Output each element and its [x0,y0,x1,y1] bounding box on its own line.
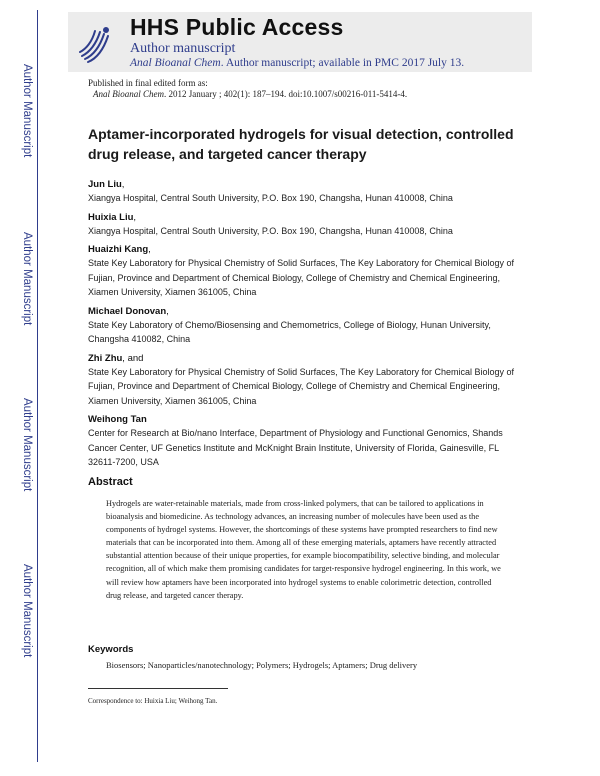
header-citation-journal[interactable]: Anal Bioanal Chem [130,57,221,69]
author-name[interactable]: Huaizhi Kang [88,244,149,255]
keywords-text: Biosensors; Nanoparticles/nanotechnology; Polymers; Hydrogels; Aptamers; Drug delivery [106,660,418,670]
author-name[interactable]: Michael Donovan [88,305,167,317]
author-name-line [88,211,518,224]
header-citation [130,57,464,69]
hhs-eagle-logo-icon [76,22,116,66]
author-name[interactable]: Jun Liu [88,179,122,190]
author-affiliation: State Key Laboratory for Physical Chemistry of Solid Surfaces, The Key Laboratory for Chemical Biology of Fujian, Province and Department of Chemical Biology, College of Chemistry and Chemical Engineering, Xiamen University, Xiamen 361005, China [88,258,515,297]
author-name[interactable]: Zhi Zhu [88,352,123,364]
author-affiliation: Xiangya Hospital, Central South University, P.O. Box 190, Changsha, Hunan 410008, China [88,225,453,236]
footnote-correspondence: Correspondence to: Huixia Liu; Weihong Tan. [88,697,218,705]
sidebar-label-2: Author Manuscript [21,232,33,326]
author-name-line [88,178,518,191]
abstract-heading: Abstract [88,476,133,488]
author-affiliation: State Key Laboratory of Chemo/Biosensing and Chemometrics, College of Biology, Hunan University, Changsha 410082, China [88,319,491,344]
author-entry [88,413,518,470]
author-name-line [88,413,518,426]
author-suffix: , [121,179,125,190]
author-name-line [88,352,518,365]
author-suffix: , [166,305,169,317]
header-citation-rest: . Author manuscript; available in PMC 2017 July 13. [220,57,465,69]
author-affiliation: Xiangya Hospital, Central South University, P.O. Box 190, Changsha, Hunan 410008, China [88,193,453,203]
sidebar-label-3: Author Manuscript [21,398,33,492]
author-name[interactable]: Weihong Tan [88,414,147,425]
author-name-line [88,305,518,318]
author-entry [88,178,518,206]
author-suffix: , and [122,352,144,364]
sidebar-label-4: Author Manuscript [21,564,33,658]
abstract-text: Hydrogels are water-retainable materials, made from cross-linked polymers, that can be tailored to applications in bioanalysis and biomedicine. As technology advances, an increasing number of molecules have been used as the components of hydrogel systems. However, the shortcomings of these systems have prompted researchers to find new materials that can be incorporated into them. Among all of these emerging materials, aptamers have recently attracted substantial attention because of their unique properties, for example biocompatibility, selective binding, and molecular recognition, all of which make them promising candidates for target-responsive hydrogel engineering. In this work, we will review how aptamers have been incorporated into hydrogel systems to enable colorimetric detection, controlled drug release, and targeted cancer therapy. [106,499,501,600]
article-title: Aptamer-incorporated hydrogels for visual detection, controlled drug release, and targeted cancer therapy [88,126,514,162]
author-affiliation: State Key Laboratory for Physical Chemistry of Solid Surfaces, The Key Laboratory for Chemical Biology of Fujian, Province and Department of Chemical Biology, College of Chemistry and Chemical Engineering, Xiamen University, Xiamen 361005, China [88,366,515,406]
header-subtitle: Author manuscript [130,41,236,56]
published-journal: Anal Bioanal Chem [93,89,164,99]
author-affiliation: Center for Research at Bio/nano Interface, Department of Physiology and Functional Genomics, Shands Cancer Center, UF Genetics Institute and McKnight Brain Institute, University of Florida, Gainesville, FL 32611-7200, USA [88,428,503,467]
header-title: HHS Public Access [130,14,344,40]
hhs-header [68,12,532,72]
author-entry [88,243,518,300]
footnote-rule [88,688,228,689]
author-entry [88,211,518,239]
published-citation [93,89,407,99]
keywords-heading: Keywords [88,644,134,655]
author-entry [88,305,518,347]
author-suffix: , [148,244,151,255]
author-list [88,178,518,475]
sidebar-rule [37,10,38,762]
author-suffix: , [133,211,137,223]
published-details[interactable]: . 2012 January ; 402(1): 187–194. doi:10.1007/s00216-011-5414-4. [164,89,408,99]
author-entry [88,352,518,409]
published-label: Published in final edited form as: [88,78,208,88]
author-name-line [88,243,518,256]
sidebar-label-1: Author Manuscript [21,64,33,158]
author-name[interactable]: Huixia Liu [88,211,134,223]
